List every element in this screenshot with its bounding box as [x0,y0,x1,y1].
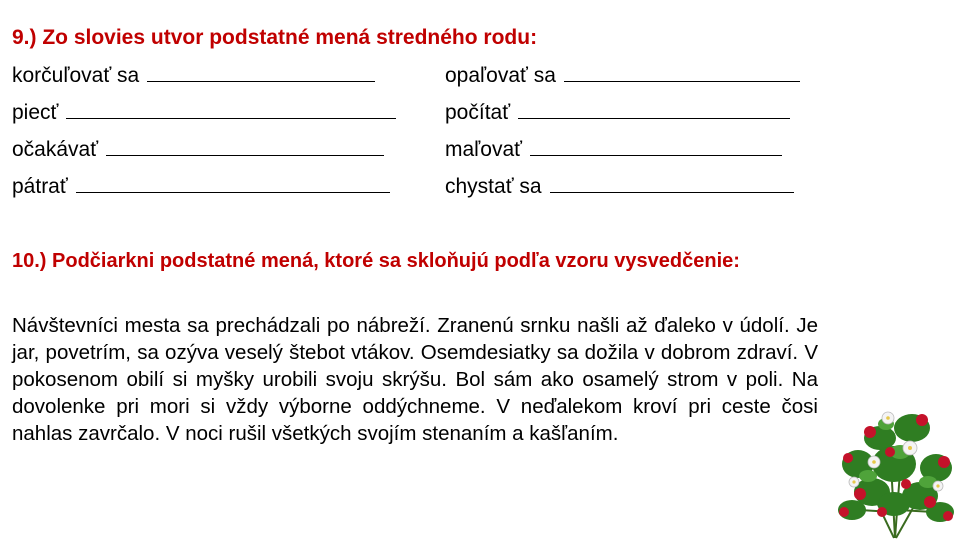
verb-label: piecť [12,101,59,124]
exercise-9-item [445,173,794,201]
exercise-10-title: 10.) Podčiarkni podstatné mená, ktoré sa skloňujú podľa vzoru vysvedčenie: [12,250,740,272]
exercise-9-item [12,62,375,90]
verb-label: očakávať [12,138,99,161]
exercise-9-item [12,136,384,164]
verb-label: počítať [445,101,511,124]
answer-blank[interactable] [518,100,790,119]
verb-label: opaľovať sa [445,64,556,87]
verb-label: maľovať [445,138,523,161]
verb-label: pátrať [12,175,68,198]
verb-label: korčuľovať sa [12,64,140,87]
answer-blank[interactable] [147,63,375,82]
answer-blank[interactable] [564,63,800,82]
exercise-9-item [445,136,782,164]
answer-blank[interactable] [106,137,384,156]
verb-label: chystať sa [445,175,542,198]
rose-bush-icon [830,392,960,540]
answer-blank[interactable] [550,174,794,193]
answer-blank[interactable] [76,174,390,193]
exercise-9-title: 9.) Zo slovies utvor podstatné mená stredného rodu: [12,26,538,49]
exercise-9-item [12,99,396,127]
exercise-9-item [445,62,800,90]
answer-blank[interactable] [66,100,396,119]
exercise-9-item [12,173,390,201]
answer-blank[interactable] [530,137,782,156]
exercise-9-item [445,99,790,127]
exercise-10-text[interactable]: Návštevníci mesta sa prechádzali po nábreží. Zranenú srnku našli až ďaleko v údolí. Je jar, povetrím, sa ozýva veselý štebot vtákov. Osemdesiatky sa dožila v dobrom zdraví. V pokosenom obilí si myšky urobili svoju skrýšu. Bol sám ako osamelý strom v poli. Na dovolenke pri mori si vždy výborne oddýchneme. V neďalekom kroví pri ceste čosi nahlas zavrčalo. V noci rušil všetkých svojím stenaním a kašľaním. [12,314,818,445]
